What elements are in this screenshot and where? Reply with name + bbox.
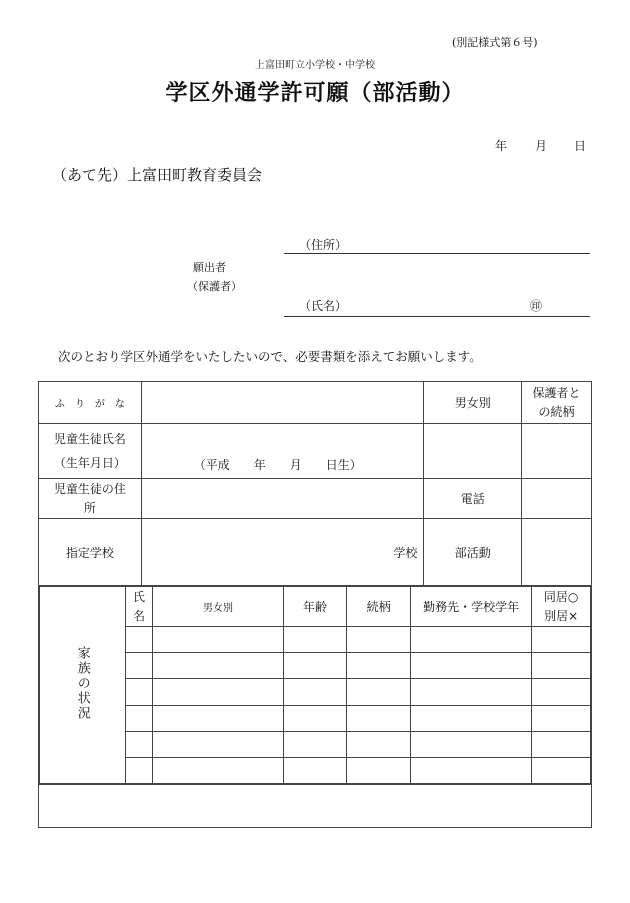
family-name-header — [125, 587, 153, 627]
student-name-label — [39, 424, 142, 479]
family-cell[interactable] — [347, 731, 411, 757]
school-suffix: 学校 — [393, 545, 418, 560]
family-status-text: 家族の状況 — [74, 646, 90, 721]
school-name: 上富田町立小学校・中学校 — [255, 60, 375, 71]
family-cell[interactable] — [125, 731, 153, 757]
club-label: 部活動 — [424, 519, 522, 586]
family-cell[interactable] — [347, 679, 411, 705]
date-day-label: 日 — [574, 139, 587, 153]
cohabitation-line2: 別居× — [544, 608, 579, 623]
family-section — [39, 586, 592, 785]
student-name-field[interactable] — [141, 424, 424, 479]
cohabitation-line1: 同居○ — [543, 589, 579, 604]
family-cell[interactable] — [283, 679, 347, 705]
family-relation-header: 続柄 — [347, 587, 411, 627]
student-address-line2: 所 — [83, 500, 96, 515]
family-workplace-header: 勤務先・学校学年 — [410, 587, 531, 627]
designated-school-label: 指定学校 — [39, 519, 142, 586]
family-cell[interactable] — [410, 731, 531, 757]
family-cell[interactable] — [153, 679, 283, 705]
phone-field[interactable] — [522, 479, 592, 519]
club-field[interactable] — [522, 519, 592, 586]
student-address-label — [39, 479, 142, 519]
name-label: （氏名） — [299, 299, 348, 313]
family-cell[interactable] — [532, 653, 591, 679]
date-year-label: 年 — [495, 139, 508, 153]
family-cell[interactable] — [532, 705, 591, 731]
guardian-relation-line2: の続柄 — [538, 404, 575, 419]
designated-school-field[interactable] — [141, 519, 424, 586]
family-cohabitation-header — [532, 587, 591, 627]
family-cell[interactable] — [283, 731, 347, 757]
seal-mark: ㊞ — [530, 299, 543, 313]
family-cell[interactable] — [125, 627, 153, 653]
birth-label: （生年月日） — [53, 456, 126, 470]
family-cell[interactable] — [410, 679, 531, 705]
family-name-header-2: 名 — [132, 608, 145, 623]
furigana-field[interactable] — [141, 382, 424, 424]
addressee: （あて先）上富田町教育委員会 — [52, 166, 263, 184]
guardian-relation-label — [522, 382, 592, 424]
page-title: 学区外通学許可願（部活動） — [165, 80, 465, 106]
family-cell[interactable] — [283, 705, 347, 731]
student-name-text: 児童生徒氏名 — [53, 432, 126, 446]
family-cell[interactable] — [532, 757, 591, 783]
family-name-header-1: 氏 — [132, 589, 145, 604]
family-status-label — [40, 587, 126, 784]
gender-field[interactable] — [424, 424, 522, 479]
phone-label: 電話 — [424, 479, 522, 519]
family-cell[interactable] — [347, 653, 411, 679]
request-text: 次のとおり学区外通学をいたしたいので、必要書類を添えてお願いします。 — [58, 349, 482, 364]
family-cell[interactable] — [532, 731, 591, 757]
family-cell[interactable] — [532, 627, 591, 653]
address-label: （住所） — [299, 238, 348, 252]
family-cell[interactable] — [283, 757, 347, 783]
family-cell[interactable] — [153, 731, 283, 757]
gender-label: 男女別 — [424, 382, 522, 424]
family-cell[interactable] — [125, 679, 153, 705]
guardian-label: （保護者） — [187, 280, 242, 293]
applicant-label: 願出者 — [193, 261, 226, 274]
family-table — [39, 586, 591, 784]
family-cell[interactable] — [283, 627, 347, 653]
family-cell[interactable] — [125, 757, 153, 783]
family-cell[interactable] — [410, 757, 531, 783]
family-cell[interactable] — [410, 627, 531, 653]
family-cell[interactable] — [125, 705, 153, 731]
application-table — [38, 381, 592, 828]
date-month-label: 月 — [535, 139, 548, 153]
family-cell[interactable] — [125, 653, 153, 679]
furigana-label: ふ り が な — [39, 382, 142, 424]
family-cell[interactable] — [283, 653, 347, 679]
family-cell[interactable] — [347, 705, 411, 731]
address-line[interactable] — [284, 253, 590, 254]
family-gender-header: 男女別 — [153, 587, 283, 627]
student-address-line1: 児童生徒の住 — [53, 481, 126, 496]
family-cell[interactable] — [410, 705, 531, 731]
form-number: (別記様式第６号) — [452, 36, 538, 49]
birth-date-field: （平成 年 月 日生） — [193, 458, 362, 472]
student-address-field[interactable] — [141, 479, 424, 519]
family-cell[interactable] — [347, 757, 411, 783]
guardian-relation-line1: 保護者と — [532, 385, 581, 400]
remarks-field[interactable] — [39, 785, 592, 828]
family-cell[interactable] — [153, 627, 283, 653]
family-cell[interactable] — [347, 627, 411, 653]
family-age-header: 年齢 — [283, 587, 347, 627]
family-cell[interactable] — [153, 653, 283, 679]
family-cell[interactable] — [153, 705, 283, 731]
family-cell[interactable] — [153, 757, 283, 783]
family-cell[interactable] — [532, 679, 591, 705]
family-cell[interactable] — [410, 653, 531, 679]
guardian-relation-field[interactable] — [522, 424, 592, 479]
name-line[interactable] — [284, 316, 590, 317]
